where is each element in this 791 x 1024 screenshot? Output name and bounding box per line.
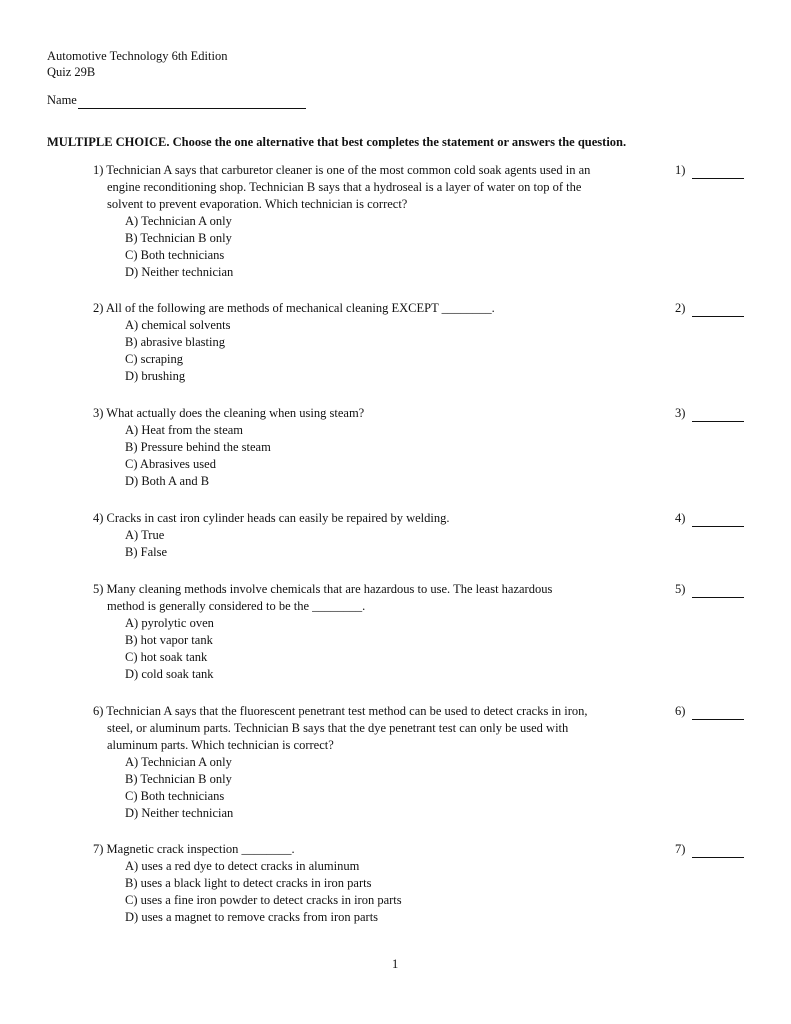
option: D) uses a magnet to remove cracks from iron parts [125, 910, 379, 924]
answer-blank-line [692, 166, 744, 179]
page-number: 1 [392, 957, 399, 971]
question-stem: 1) Technician A says that carburetor cleaner is one of the most common cold soak agents used in an engine reconditioning shop. Technician B says that a hydroseal is a layer of water on top of the solvent to prevent evaporation. Which technician is correct? [93, 163, 591, 211]
option: C) hot soak tank [125, 650, 208, 664]
name-label: Name [47, 93, 77, 107]
option: A) pyrolytic oven [125, 616, 214, 630]
option: D) Neither technician [125, 806, 234, 820]
answer-blank-line [692, 514, 744, 527]
option: C) Both technicians [125, 248, 225, 262]
question-1 [93, 162, 743, 281]
question-stem: 7) Magnetic crack inspection ________. [93, 842, 295, 856]
option: B) False [125, 545, 168, 559]
option: B) abrasive blasting [125, 335, 225, 349]
question-2 [93, 300, 743, 385]
question-3 [93, 405, 743, 490]
course-title: Automotive Technology 6th Edition [47, 49, 228, 63]
name-field [47, 92, 306, 109]
option: A) uses a red dye to detect cracks in aluminum [125, 859, 360, 873]
name-blank-line [78, 96, 306, 109]
options-list [125, 754, 743, 822]
options-list [125, 858, 743, 926]
option: B) uses a black light to detect cracks in iron parts [125, 876, 372, 890]
option: C) uses a fine iron powder to detect cracks in iron parts [125, 893, 402, 907]
answer-slot [675, 703, 744, 720]
option: C) Abrasives used [125, 457, 216, 471]
option: D) Neither technician [125, 265, 234, 279]
option: A) Heat from the steam [125, 423, 244, 437]
option: A) Technician A only [125, 755, 232, 769]
option: B) hot vapor tank [125, 633, 213, 647]
option: B) Technician B only [125, 231, 232, 245]
question-stem: 6) Technician A says that the fluorescent penetrant test method can be used to detect cracks in iron, steel, or aluminum parts. Technician B says that the dye penetrant test can only be used with aluminum parts. Which technician is correct? [93, 704, 588, 752]
answer-number: 3) [675, 406, 686, 420]
options-list [125, 317, 743, 385]
option: B) Pressure behind the steam [125, 440, 271, 454]
answer-blank-line [692, 707, 744, 720]
answer-slot [675, 510, 744, 527]
answer-number: 6) [675, 704, 686, 718]
question-7 [93, 841, 743, 926]
answer-slot [675, 841, 744, 858]
instructions: MULTIPLE CHOICE. Choose the one alternative that best completes the statement or answers the question. [47, 135, 627, 149]
answer-number: 2) [675, 301, 686, 315]
question-stem: 5) Many cleaning methods involve chemicals that are hazardous to use. The least hazardous method is generally considered to be the ________. [93, 582, 553, 613]
answer-number: 4) [675, 511, 686, 525]
option: A) True [125, 528, 165, 542]
question-stem: 4) Cracks in cast iron cylinder heads can easily be repaired by welding. [93, 511, 450, 525]
answer-number: 7) [675, 842, 686, 856]
option: D) cold soak tank [125, 667, 214, 681]
question-6 [93, 703, 743, 822]
quiz-title: Quiz 29B [47, 65, 96, 79]
option: B) Technician B only [125, 772, 232, 786]
answer-blank-line [692, 845, 744, 858]
options-list [125, 527, 743, 561]
answer-slot [675, 405, 744, 422]
question-5 [93, 581, 743, 683]
option: D) brushing [125, 369, 186, 383]
question-stem: 2) All of the following are methods of mechanical cleaning EXCEPT ________. [93, 301, 495, 315]
answer-blank-line [692, 409, 744, 422]
options-list [125, 213, 743, 281]
answer-slot [675, 162, 744, 179]
question-stem: 3) What actually does the cleaning when using steam? [93, 406, 365, 420]
answer-blank-line [692, 585, 744, 598]
answer-number: 1) [675, 163, 686, 177]
answer-slot [675, 581, 744, 598]
option: D) Both A and B [125, 474, 210, 488]
option: C) scraping [125, 352, 183, 366]
answer-blank-line [692, 304, 744, 317]
options-list [125, 615, 743, 683]
option: A) Technician A only [125, 214, 232, 228]
question-4 [93, 510, 743, 561]
options-list [125, 422, 743, 490]
option: A) chemical solvents [125, 318, 231, 332]
document-header [47, 48, 227, 80]
option: C) Both technicians [125, 789, 225, 803]
answer-number: 5) [675, 582, 686, 596]
answer-slot [675, 300, 744, 317]
